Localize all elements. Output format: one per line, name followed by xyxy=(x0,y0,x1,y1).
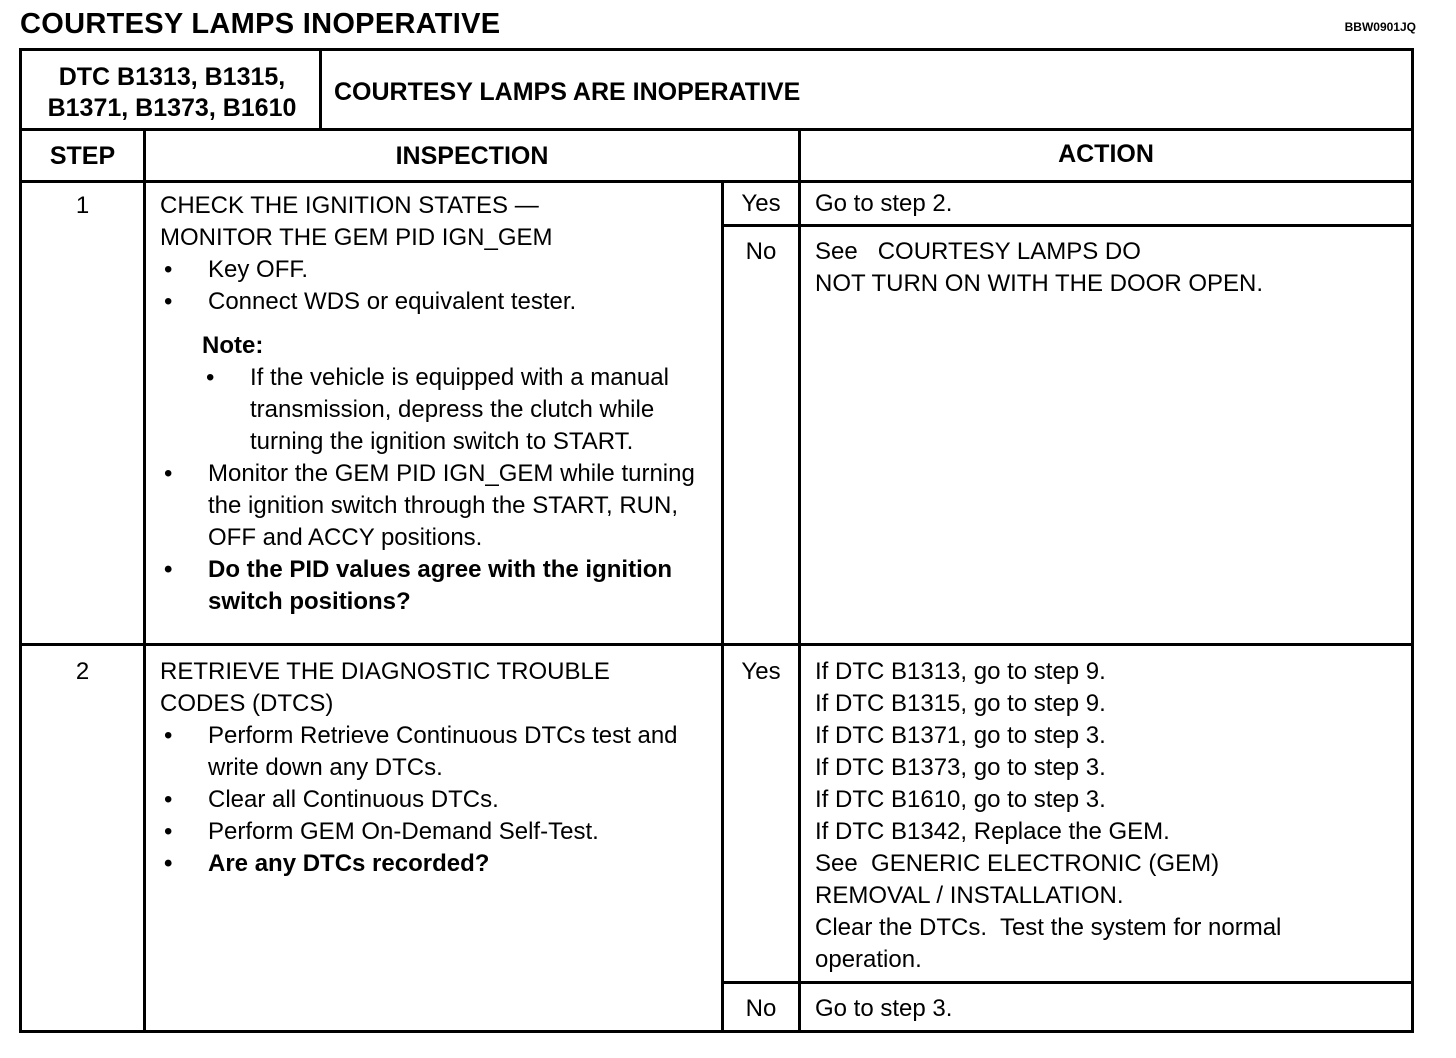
rule-between-steps xyxy=(19,643,1414,646)
step-2-yes-action-2: If DTC B1315, go to step 9. xyxy=(815,690,1106,717)
note-bullet: • If the vehicle is equipped with a manual transmission, depress the clutch while turning the ignition switch to START. xyxy=(202,362,716,458)
dtc-condition: COURTESY LAMPS ARE INOPERATIVE xyxy=(334,78,801,106)
step-2-yes-actions xyxy=(815,656,1405,976)
step-2-title-line1: RETRIEVE THE DIAGNOSTIC TROUBLE xyxy=(160,658,610,685)
step-1-note xyxy=(202,330,716,458)
step-2-bullet-1: • Perform Retrieve Continuous DTCs test and write down any DTCs. xyxy=(160,720,716,784)
column-header-step: STEP xyxy=(49,142,116,170)
step-2-no-label: No xyxy=(745,995,777,1022)
step-2-inspection xyxy=(160,656,716,880)
rule-step1-yes xyxy=(722,224,1414,227)
step-2-yes-action-8: REMOVAL / INSTALLATION. xyxy=(815,882,1124,909)
page-title: COURTESY LAMPS INOPERATIVE xyxy=(20,8,501,40)
rule-action-divider xyxy=(798,128,801,1033)
step-2-no-action: Go to step 3. xyxy=(815,995,953,1022)
step-1-inspection xyxy=(160,190,716,618)
note-label: Note: xyxy=(202,332,264,359)
dtc-codes-line1: DTC B1313, B1315, xyxy=(58,63,286,91)
step-1-bullets-after xyxy=(160,458,716,618)
step-2-bullets xyxy=(160,720,716,880)
rule-step-divider xyxy=(143,128,146,1033)
rule-below-header xyxy=(19,180,1414,183)
rule-yesno-left xyxy=(721,180,724,1033)
dtc-codes xyxy=(24,62,320,124)
step-1-yes-action: Go to step 2. xyxy=(815,190,953,217)
rule-step2-yes xyxy=(722,981,1414,984)
step-1-no-action-line1: See COURTESY LAMPS DO xyxy=(815,238,1141,265)
step-2-yes-label: Yes xyxy=(741,658,781,685)
rule-below-dtc xyxy=(19,128,1414,131)
step-1-question: • Do the PID values agree with the ignition switch positions? xyxy=(160,554,716,618)
step-2-yes-action-4: If DTC B1373, go to step 3. xyxy=(815,754,1106,781)
step-2-bullet-3: • Perform GEM On-Demand Self-Test. xyxy=(160,816,716,848)
reference-code: BBW0901JQ xyxy=(1344,20,1416,34)
step-2-yes-action-6: If DTC B1342, Replace the GEM. xyxy=(815,818,1170,845)
step-1-bullet-3: • Monitor the GEM PID IGN_GEM while turning the ignition switch through the START, RUN, OFF and ACCY positions. xyxy=(160,458,716,554)
step-2-yes-action-5: If DTC B1610, go to step 3. xyxy=(815,786,1106,813)
step-2-yes-action-10: operation. xyxy=(815,946,922,973)
dtc-codes-line2: B1371, B1373, B1610 xyxy=(47,94,297,122)
step-1-title-line2: MONITOR THE GEM PID IGN_GEM xyxy=(160,224,553,251)
step-2-yes-action-7: See GENERIC ELECTRONIC (GEM) xyxy=(815,850,1220,877)
step-1-yes-label: Yes xyxy=(741,190,781,217)
step-1-bullet-1: • Key OFF. xyxy=(160,254,716,286)
step-number-1: 1 xyxy=(75,192,90,219)
step-1-title-line1: CHECK THE IGNITION STATES — xyxy=(160,192,539,219)
step-1-no-action-line2: NOT TURN ON WITH THE DOOR OPEN. xyxy=(815,270,1264,297)
step-2-question: • Are any DTCs recorded? xyxy=(160,848,716,880)
step-1-bullet-2: • Connect WDS or equivalent tester. xyxy=(160,286,716,318)
column-header-action: ACTION xyxy=(1058,140,1154,168)
column-header-inspection: INSPECTION xyxy=(395,142,549,170)
step-2-yes-action-3: If DTC B1371, go to step 3. xyxy=(815,722,1106,749)
step-2-yes-action-9: Clear the DTCs. Test the system for normal xyxy=(815,914,1282,941)
step-number-2: 2 xyxy=(75,658,90,685)
step-2-title-line2: CODES (DTCS) xyxy=(160,690,334,717)
step-2-bullet-2: • Clear all Continuous DTCs. xyxy=(160,784,716,816)
step-1-no-label: No xyxy=(745,238,777,265)
step-2-yes-action-1: If DTC B1313, go to step 9. xyxy=(815,658,1106,685)
step-1-bullets xyxy=(160,254,716,318)
step-1-no-action xyxy=(815,236,1405,300)
